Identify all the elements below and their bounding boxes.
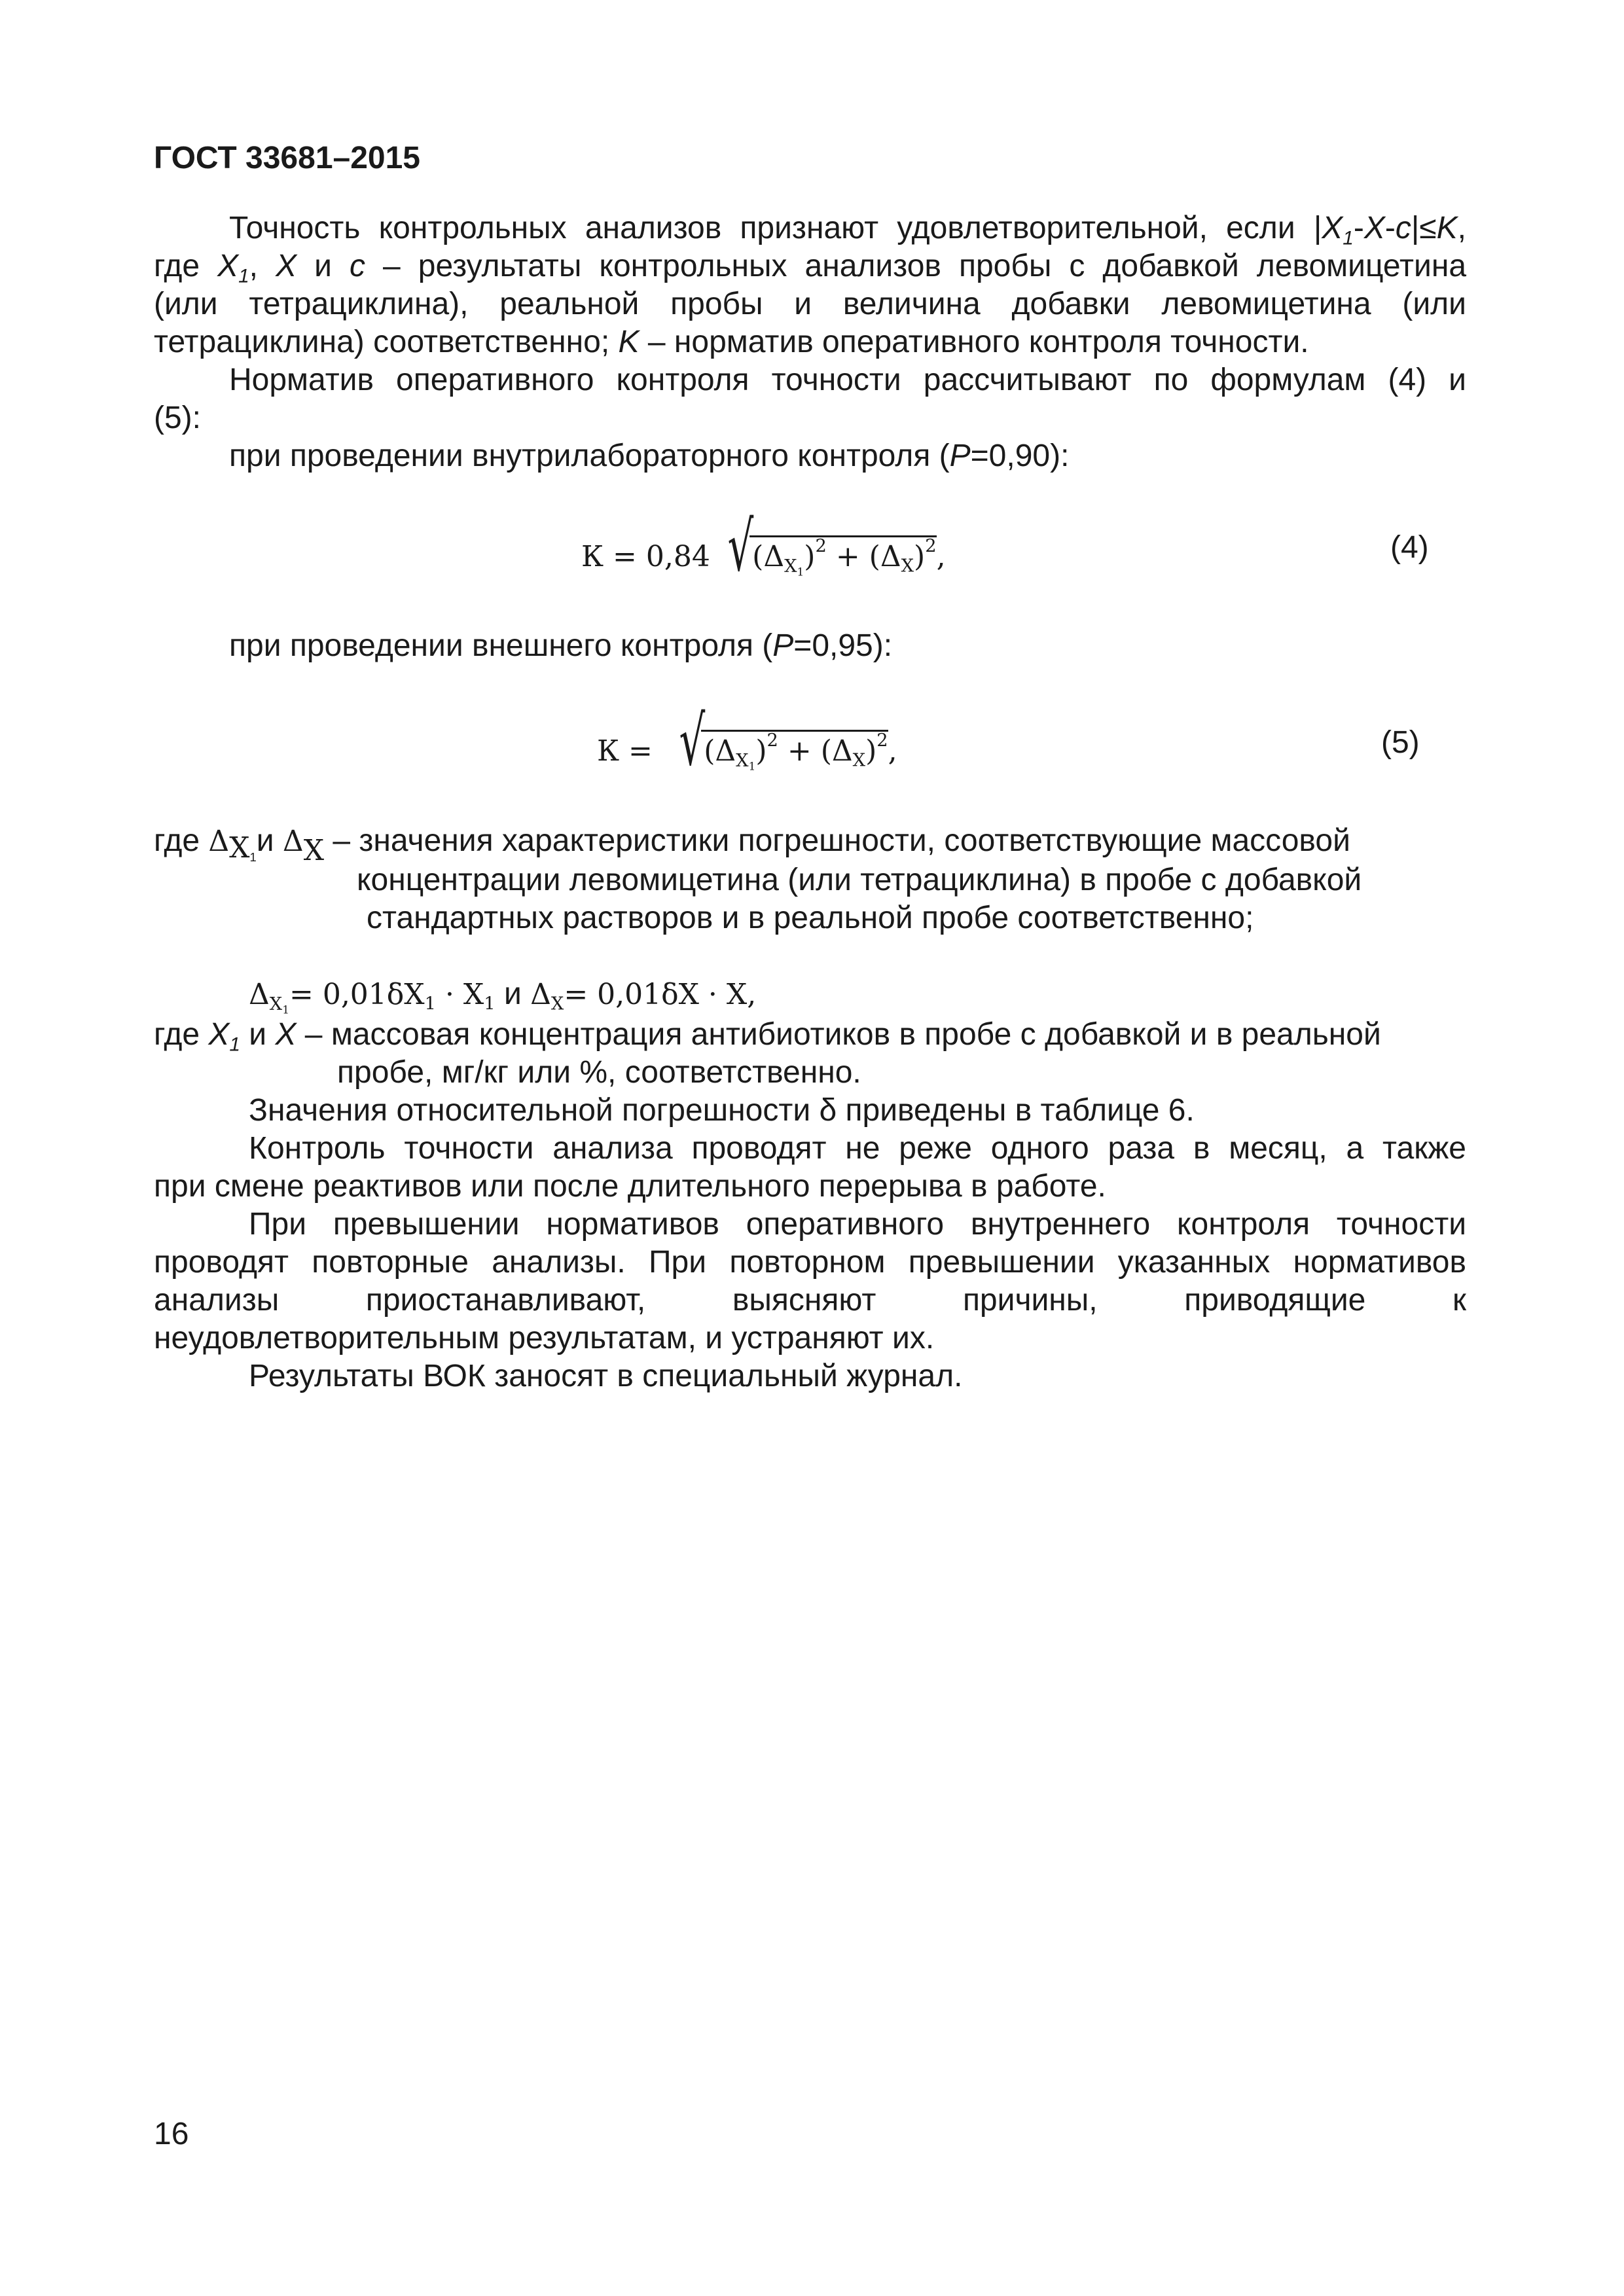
paragraph-exceedance-line4: неудовлетворительным результатам, и устраняют их. xyxy=(154,1321,935,1355)
formula-6: $\Delta_{X_1}= 0,01\delta X_1 \cdot X_1$ и $\Delta_X= 0,01\delta X \cdot X$, xyxy=(249,977,757,1016)
paragraph-relative-error: Значения относительной погрешности δ приведены в таблице 6. xyxy=(249,1093,1195,1128)
paragraph-exceedance-line1: При превышении нормативов оперативного внутреннего контроля точности xyxy=(249,1207,1466,1242)
document-header: ГОСТ 33681–2015 xyxy=(154,141,420,175)
formula-5-number: (5) xyxy=(1381,725,1420,760)
paragraph-exceedance-line3: анализы приостанавливают, выясняют причины, приводящие к xyxy=(154,1283,1466,1318)
paragraph-journal: Результаты ВОК заносят в специальный журнал. xyxy=(249,1359,963,1393)
where-concentration-line1: где $X_1$ и X – массовая концентрация антибиотиков в пробе с добавкой и в реальной xyxy=(154,1017,1381,1056)
paragraph-control-frequency-line2: при смене реактивов или после длительного перерыва в работе. xyxy=(154,1169,1106,1204)
where-definition-line3: стандартных растворов и в реальной пробе соответственно; xyxy=(367,901,1254,935)
page-number: 16 xyxy=(154,2117,189,2151)
paragraph-exceedance-line2: проводят повторные анализы. При повторном превышении указанных нормативов xyxy=(154,1245,1466,1280)
paragraph-formulas-line1: Норматив оперативного контроля точности рассчитывают по формулам (4) и xyxy=(229,363,1466,397)
paragraph-control-frequency-line1: Контроль точности анализа проводят не реже одного раза в месяц, а также xyxy=(249,1131,1466,1166)
paragraph-formulas-line2: (5): xyxy=(154,401,201,435)
formula-4: К = 0,84 $√(\Delta_{X_1})^2 + (\Delta_X)^2$, xyxy=(581,507,946,586)
paragraph-accuracy-line4: тетрациклина) соответственно; K – норматив оперативного контроля точности. xyxy=(154,325,1309,359)
formula-5: $К = √(\Delta_{X_1})^2 + (\Delta_X)^2$, xyxy=(597,701,897,781)
paragraph-external-control: при проведении внешнего контроля (P=0,95): xyxy=(229,628,893,663)
where-definition-line2: концентрации левомицетина (или тетрациклина) в пробе с добавкой xyxy=(357,863,1362,897)
paragraph-accuracy-line3: (или тетрациклина), реальной пробы и величина добавки левомицетина (или xyxy=(154,287,1466,321)
where-concentration-line2: пробе, мг/кг или %, соответственно. xyxy=(337,1055,861,1090)
where-definition-line1: где $\Delta_{X_1}и$ $\Delta_X$ – значения характеристики погрешности, соответствующие массовой xyxy=(154,823,1350,868)
formula-4-number: (4) xyxy=(1390,530,1429,565)
paragraph-internal-control: при проведении внутрилабораторного контроля (P=0,90): xyxy=(229,439,1070,473)
paragraph-accuracy-line2: где $X_1$, X и c – результаты контрольных анализов пробы с добавкой левомицетина xyxy=(154,249,1467,287)
paragraph-accuracy-line1: Точность контрольных анализов признают удовлетворительной, если $|X_1-X-c|\le K$, xyxy=(229,211,1466,249)
